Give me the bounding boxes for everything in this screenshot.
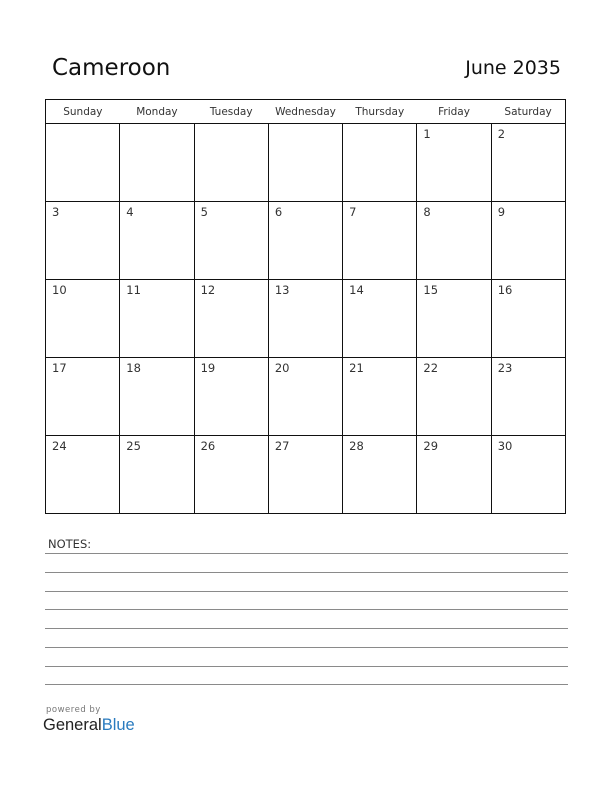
day-cell: 27 [268, 436, 342, 514]
weekday-wednesday: Wednesday [268, 100, 342, 124]
notes-line [45, 572, 568, 573]
day-cell: 14 [343, 280, 417, 358]
day-cell [268, 124, 342, 202]
day-cell: 4 [120, 202, 194, 280]
day-cell: 6 [268, 202, 342, 280]
day-cell: 11 [120, 280, 194, 358]
day-cell: 20 [268, 358, 342, 436]
brand-general: General [43, 716, 102, 734]
day-cell: 29 [417, 436, 491, 514]
brand-blue: Blue [101, 716, 135, 734]
day-cell: 24 [46, 436, 120, 514]
weekday-tuesday: Tuesday [194, 100, 268, 124]
day-cell: 17 [46, 358, 120, 436]
day-cell: 19 [194, 358, 268, 436]
powered-by-text: powered by [46, 705, 101, 715]
notes-line [45, 591, 568, 592]
day-cell: 8 [417, 202, 491, 280]
notes-line [45, 609, 568, 610]
day-cell: 1 [417, 124, 491, 202]
day-cell: 2 [491, 124, 565, 202]
week-row [46, 280, 566, 358]
week-row [46, 202, 566, 280]
day-cell: 13 [268, 280, 342, 358]
weekday-sunday: Sunday [46, 100, 120, 124]
calendar-grid [45, 99, 566, 514]
day-cell: 12 [194, 280, 268, 358]
day-cell: 28 [343, 436, 417, 514]
day-cell: 26 [194, 436, 268, 514]
weekday-monday: Monday [120, 100, 194, 124]
day-cell: 7 [343, 202, 417, 280]
notes-line [45, 553, 568, 554]
day-cell: 21 [343, 358, 417, 436]
day-cell [194, 124, 268, 202]
day-cell: 5 [194, 202, 268, 280]
notes-line [45, 666, 568, 667]
day-cell: 3 [46, 202, 120, 280]
day-cell [46, 124, 120, 202]
day-cell: 15 [417, 280, 491, 358]
day-cell: 25 [120, 436, 194, 514]
day-cell: 18 [120, 358, 194, 436]
day-cell [120, 124, 194, 202]
day-cell [343, 124, 417, 202]
day-cell: 23 [491, 358, 565, 436]
weekday-header-row [46, 100, 566, 124]
day-cell: 16 [491, 280, 565, 358]
day-cell: 30 [491, 436, 565, 514]
day-cell: 10 [46, 280, 120, 358]
weekday-saturday: Saturday [491, 100, 565, 124]
calendar-country-title: Cameroon [52, 55, 171, 81]
notes-line [45, 647, 568, 648]
weekday-thursday: Thursday [343, 100, 417, 124]
notes-line [45, 684, 568, 685]
generalblue-logo[interactable] [43, 716, 135, 735]
week-row [46, 124, 566, 202]
day-cell: 22 [417, 358, 491, 436]
calendar-month-year: June 2035 [465, 57, 561, 79]
week-row [46, 436, 566, 514]
notes-line [45, 628, 568, 629]
weekday-friday: Friday [417, 100, 491, 124]
notes-label: NOTES: [48, 537, 92, 551]
week-row [46, 358, 566, 436]
day-cell: 9 [491, 202, 565, 280]
